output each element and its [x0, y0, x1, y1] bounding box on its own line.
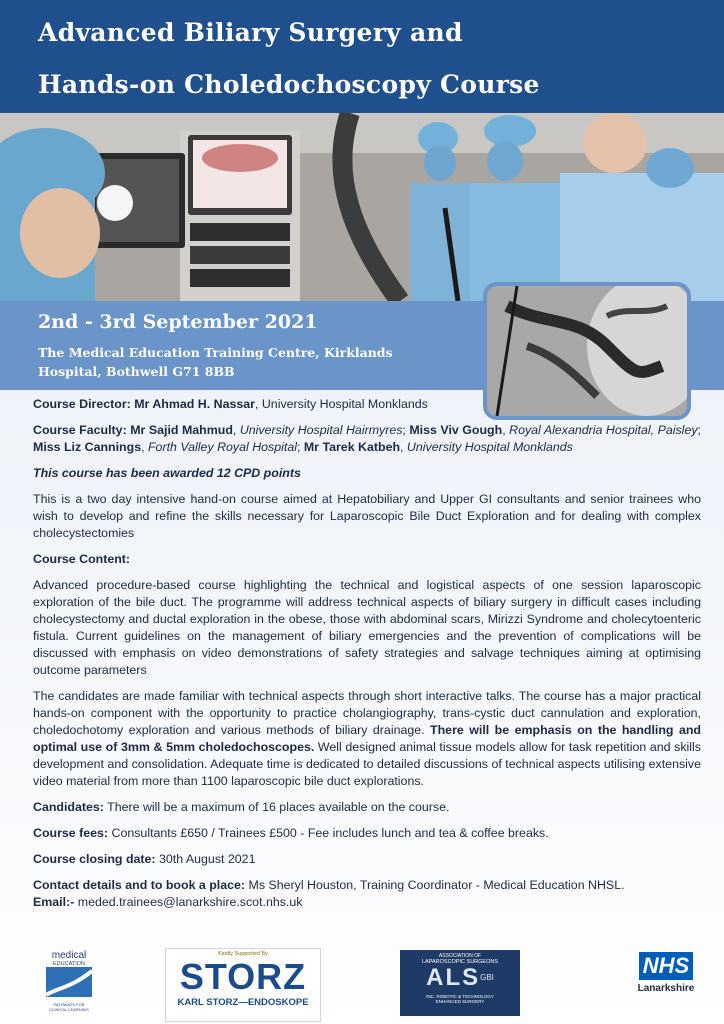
logo-text: ASSOCIATION OF: [438, 953, 482, 959]
venue-line2: Hospital, Bothwell G71 8BB: [38, 364, 235, 379]
venue-line1: The Medical Education Training Centre, Kirklands: [38, 345, 393, 360]
faculty-affiliation: University Hospital Monklands: [406, 440, 573, 454]
nhs-lanarkshire-logo: [635, 948, 697, 1012]
pathway-icon: [44, 967, 94, 997]
director-label: Course Director:: [33, 397, 131, 411]
logo-text: INC. ROBOTIC & TECHNOLOGY: [426, 994, 494, 999]
sponsor-logos: [0, 940, 724, 1024]
title-banner: [0, 0, 724, 113]
closing-label: Course closing date:: [33, 852, 156, 866]
faculty-affiliation: University Hospital Hairmyres: [239, 423, 403, 437]
course-content-heading: Course Content:: [33, 552, 131, 566]
para2-text-end: Well designed animal tissue models allow for task repetition and skills development and consolidation. Adequate time is dedicated to detailed discussions of technical aspects utilising extensive video material from more than 1100 laparoscopic bile duct explorations.: [33, 740, 701, 788]
candidates: [33, 799, 701, 816]
logo-text: GBI: [480, 973, 494, 982]
director-name: Mr Ahmad H. Nassar: [134, 397, 255, 411]
logo-text: medical: [51, 950, 87, 961]
contact-details: [33, 877, 701, 911]
course-dates: 2nd - 3rd September 2021: [38, 311, 318, 333]
candidates-label: Candidates:: [33, 800, 104, 814]
logo-text: EDUCATION: [53, 961, 85, 967]
medical-education-logo: [44, 950, 94, 1020]
nhs-wordmark: NHS: [639, 952, 693, 980]
closing-date: [33, 851, 701, 868]
course-fees: [33, 825, 701, 842]
karl-storz-logo: [165, 948, 321, 1022]
course-intro: This is a two day intensive hand-on course aimed at Hepatobiliary and Upper GI consultants and senior trainees who wish to develop and refine the skills necessary for Laparoscopic Bile Duct Exploration and for dealing with complex cholecystectomies: [33, 492, 701, 540]
surgery-training-photo: [0, 113, 724, 301]
logo-text: KARL STORZ—ENDOSKOPE: [177, 997, 309, 1008]
faculty-name: Mr Sajid Mahmud: [130, 423, 233, 437]
contact-label: Contact details and to book a place:: [33, 878, 246, 892]
para2-text: The candidates are made familiar with technical aspects through short interactive talks. The course has a major practical hands-on component with the opportunity to practice cholangiography, trans-cystic duct cannulation and exploration, choledochotomy exploration and various methods of biliary drainage.: [33, 689, 701, 737]
logo-text: CLINICAL LEARNING: [49, 1007, 89, 1012]
contact-text: Ms Sheryl Houston, Training Coordinator - Medical Education NHSL.: [245, 878, 625, 892]
candidates-text: There will be a maximum of 16 places available on the course.: [103, 800, 450, 814]
faculty-name: Miss Liz Cannings: [33, 440, 142, 454]
course-venue: [38, 343, 418, 381]
para2-emphasis: There will be emphasis on the handling and optimal use of 3mm & 5mm choledochoscopes.: [33, 723, 701, 754]
als-logo: [400, 950, 520, 1016]
course-content-para2: [33, 688, 701, 790]
course-director: [33, 396, 701, 413]
fees-text: Consultants £650 / Trainees £500 - Fee includes lunch and tea & coffee breaks.: [108, 826, 549, 840]
logo-text: ENHANCED SURGERY: [435, 999, 485, 1004]
director-affiliation: , University Hospital Monklands: [254, 397, 428, 411]
course-content-para1: Advanced procedure-based course highlighting the technical and logistical aspects of one session laparoscopic exploration of the bile duct. The programme will address technical aspects of biliary surgery in difficult cases including cholecystectomy and ductal exploration in the obese, those with abdominal scars, Mirizzi Syndrome and cholecytoenteric fistula. Current guidelines on the management of biliary emergencies and the prevention of complications will be discussed with emphasis on video demonstrations of safety strategies and salvage techniques aiming at optimising outcome parameters: [33, 578, 701, 677]
logo-text: PATHWAYS FOR: [53, 1002, 85, 1007]
course-title-line2: Hands-on Choledochoscopy Course: [38, 70, 540, 99]
logo-text: Lanarkshire: [637, 983, 695, 994]
logo-text: Kindly Supported By: [218, 951, 268, 957]
course-faculty: Course Faculty: Mr Sajid Mahmud, University Hospital Hairmyres; Miss Viv Gough, Royal Alexandria Hospital, Paisley; Miss Liz Cannings, Forth Valley Royal Hospital; Mr Tarek Katbeh, University Hospital Monklands: [33, 423, 701, 454]
email-label: Email:-: [33, 895, 75, 909]
logo-text: ALS: [426, 964, 481, 991]
course-title-line1: Advanced Biliary Surgery and: [38, 18, 463, 47]
faculty-label: Course Faculty:: [33, 423, 127, 437]
faculty-name: Mr Tarek Katbeh: [303, 440, 401, 454]
closing-text: 30th August 2021: [155, 852, 256, 866]
faculty-name: Miss Viv Gough: [409, 423, 503, 437]
cpd-points: This course has been awarded 12 CPD points: [33, 466, 301, 480]
faculty-affiliation: Royal Alexandria Hospital, Paisley: [509, 423, 698, 437]
fees-label: Course fees:: [33, 826, 109, 840]
logo-text: STORZ: [179, 956, 307, 997]
course-details: [33, 396, 701, 911]
email-address[interactable]: meded.trainees@lanarkshire.scot.nhs.uk: [74, 895, 303, 909]
logo-text: LAPAROSCOPIC SURGEONS: [422, 959, 498, 965]
faculty-affiliation: Forth Valley Royal Hospital: [147, 440, 297, 454]
